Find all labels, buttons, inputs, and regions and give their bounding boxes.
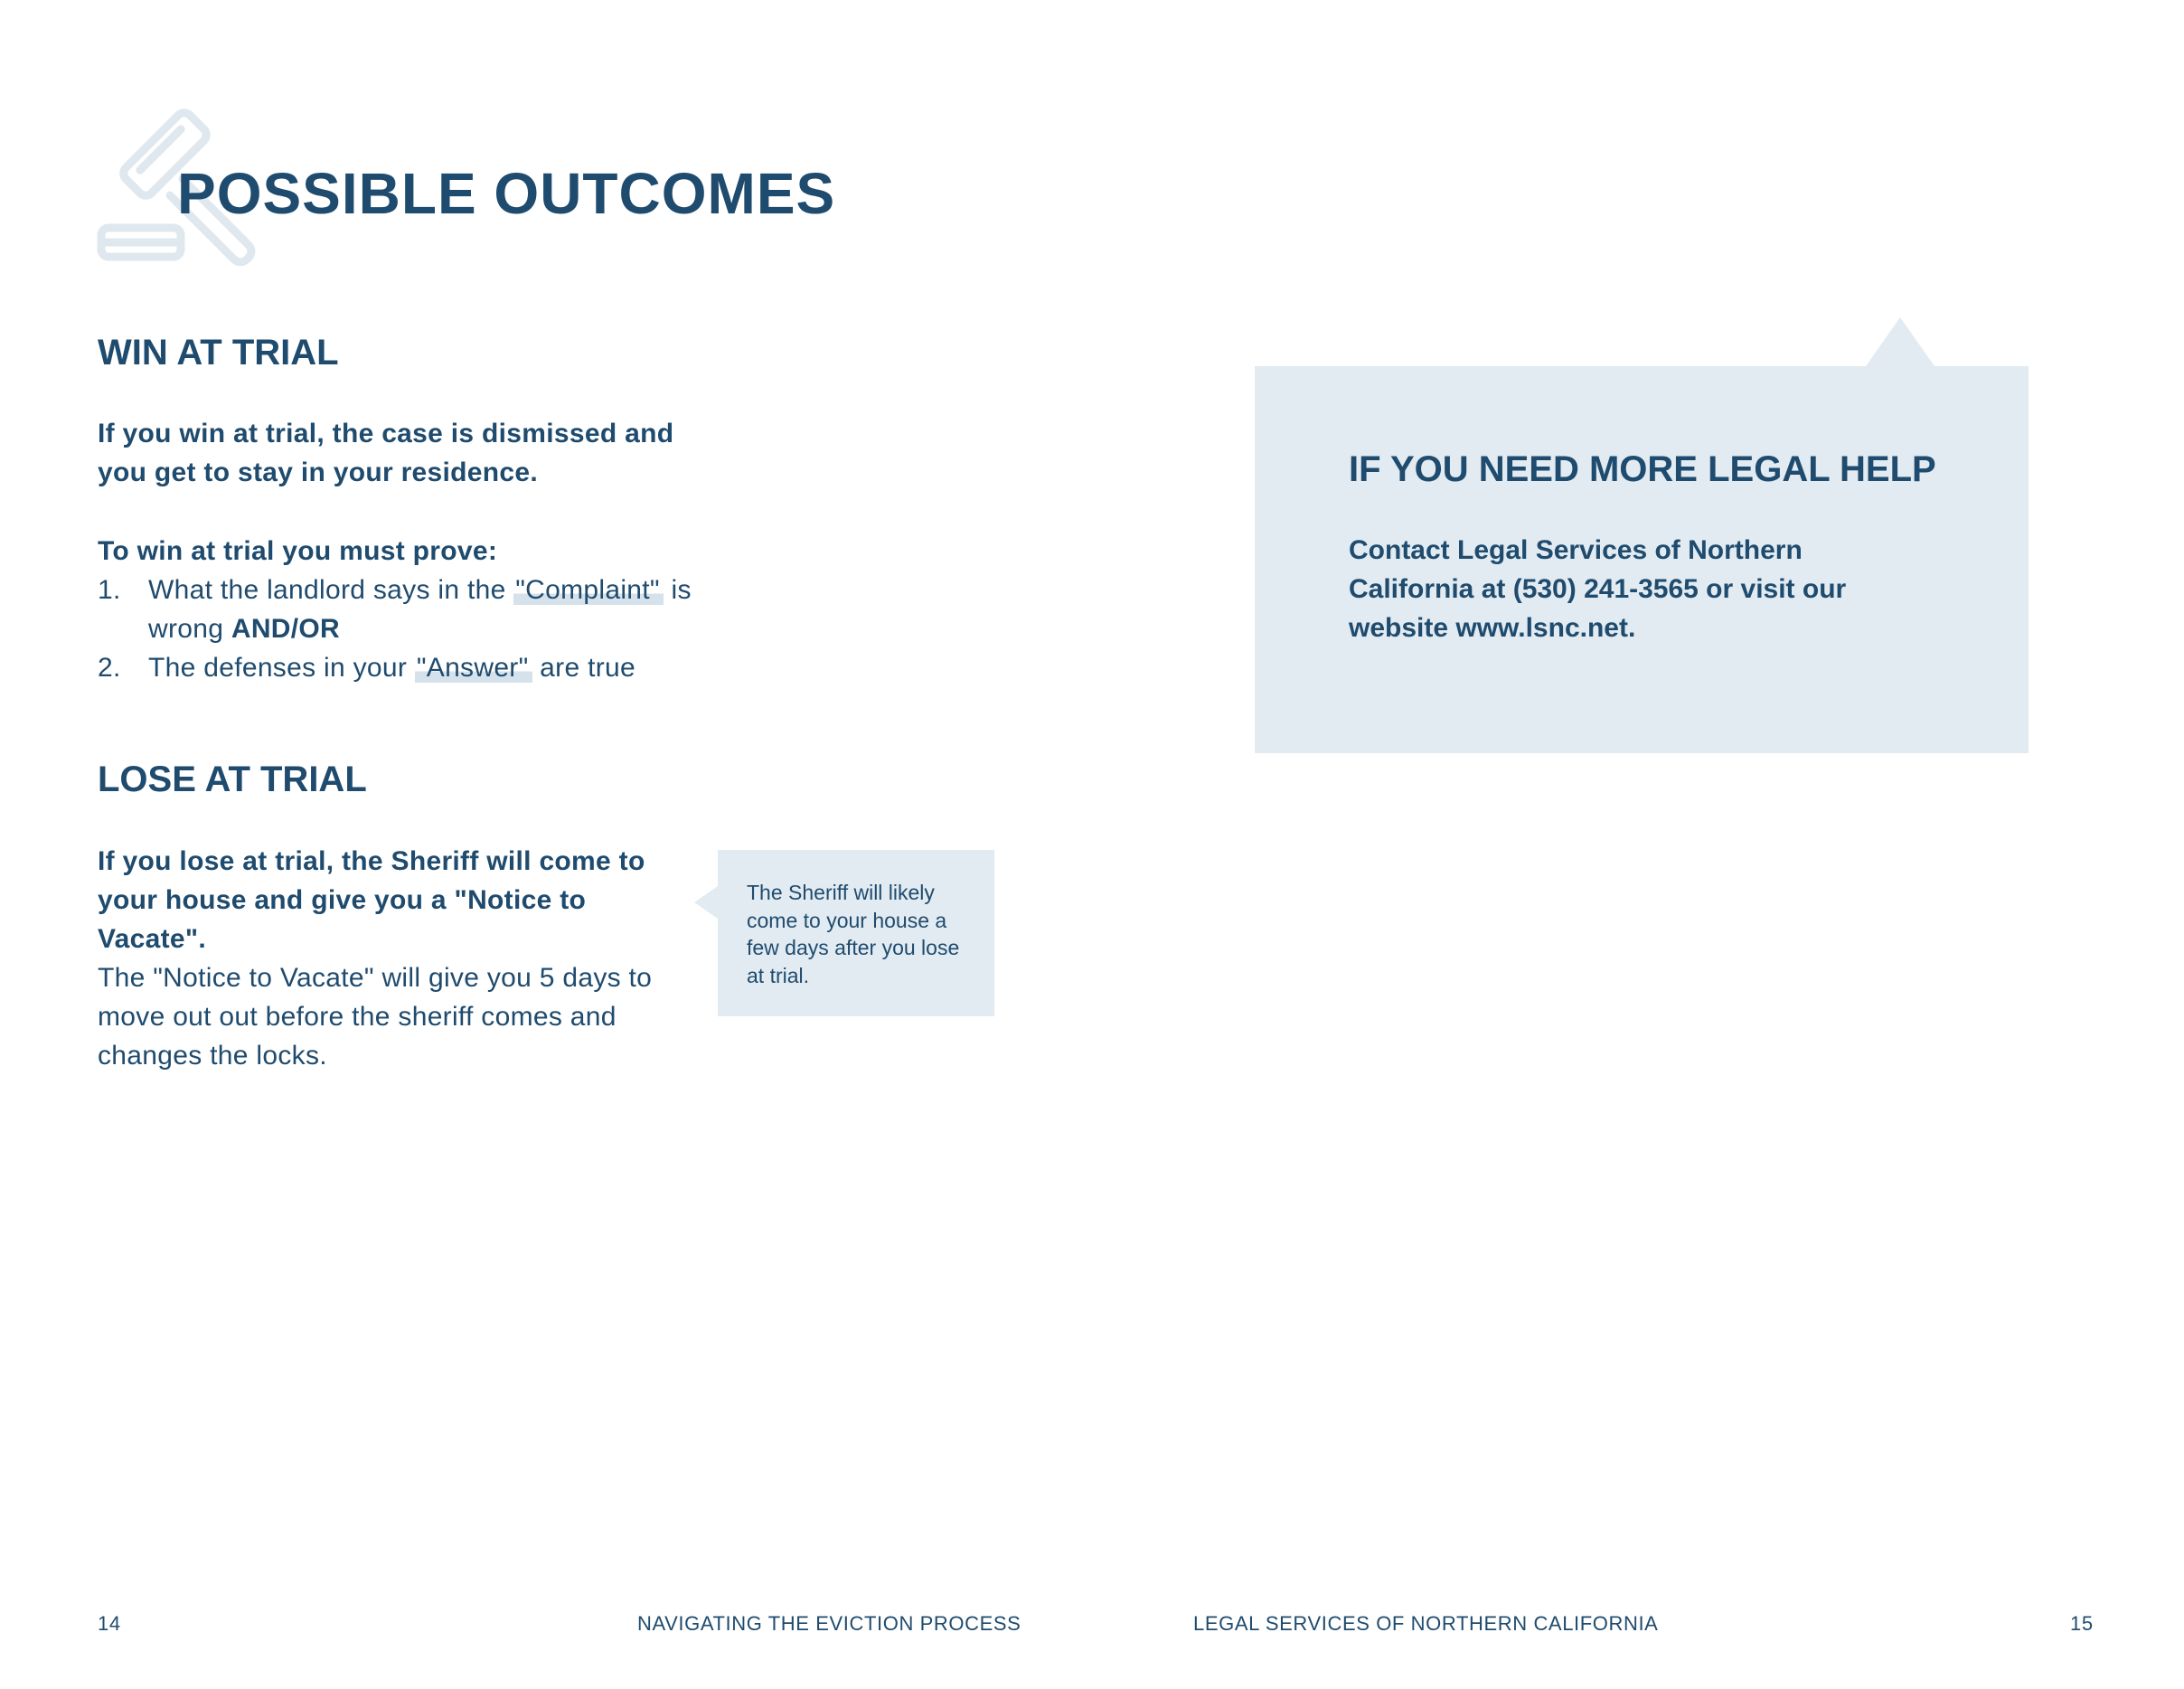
list-item-text: is wrong xyxy=(148,575,692,644)
complaint-term: "Complaint" xyxy=(513,575,664,605)
lose-intro-text: If you lose at trial, the Sheriff will come to your house and give you a "Notice to Vacate". xyxy=(98,846,645,954)
right-page-number: 15 xyxy=(2070,1612,2094,1635)
prove-heading: To win at trial you must prove: xyxy=(98,536,498,566)
list-item xyxy=(98,571,712,648)
footer-left-title: NAVIGATING THE EVICTION PROCESS xyxy=(637,1612,1021,1635)
list-item-number: 1. xyxy=(98,575,121,605)
list-item-text: are true xyxy=(532,653,635,683)
list-item-number: 2. xyxy=(98,653,121,683)
win-at-trial-heading: WIN AT TRIAL xyxy=(98,333,339,373)
sheriff-callout-text: The Sheriff will likely come to your house a few days after you lose at trial. xyxy=(747,881,960,987)
legal-help-box xyxy=(1255,366,2029,753)
prove-list xyxy=(98,571,712,687)
legal-help-text: Contact Legal Services of Northern California at (530) 241-3565 or visit our website www.lsnc.net. xyxy=(1349,535,1847,643)
footer-right-title: LEGAL SERVICES OF NORTHERN CALIFORNIA xyxy=(1193,1612,1659,1635)
page-title: POSSIBLE OUTCOMES xyxy=(177,161,836,226)
list-item xyxy=(98,648,712,687)
list-item-text: The defenses in your xyxy=(148,653,415,683)
answer-term: "Answer" xyxy=(415,653,532,683)
sheriff-callout xyxy=(718,850,994,1016)
lose-detail-text: The "Notice to Vacate" will give you 5 days to move out out before the sheriff comes and changes the locks. xyxy=(98,963,653,1071)
legal-help-title: IF YOU NEED MORE LEGAL HELP xyxy=(1349,449,1936,489)
win-intro-text: If you win at trial, the case is dismissed and you get to stay in your residence. xyxy=(98,419,674,487)
and-or-emphasis: AND/OR xyxy=(231,614,340,644)
lose-at-trial-heading: LOSE AT TRIAL xyxy=(98,760,367,799)
list-item-text: What the landlord says in the xyxy=(148,575,514,605)
left-page-number: 14 xyxy=(98,1612,121,1635)
